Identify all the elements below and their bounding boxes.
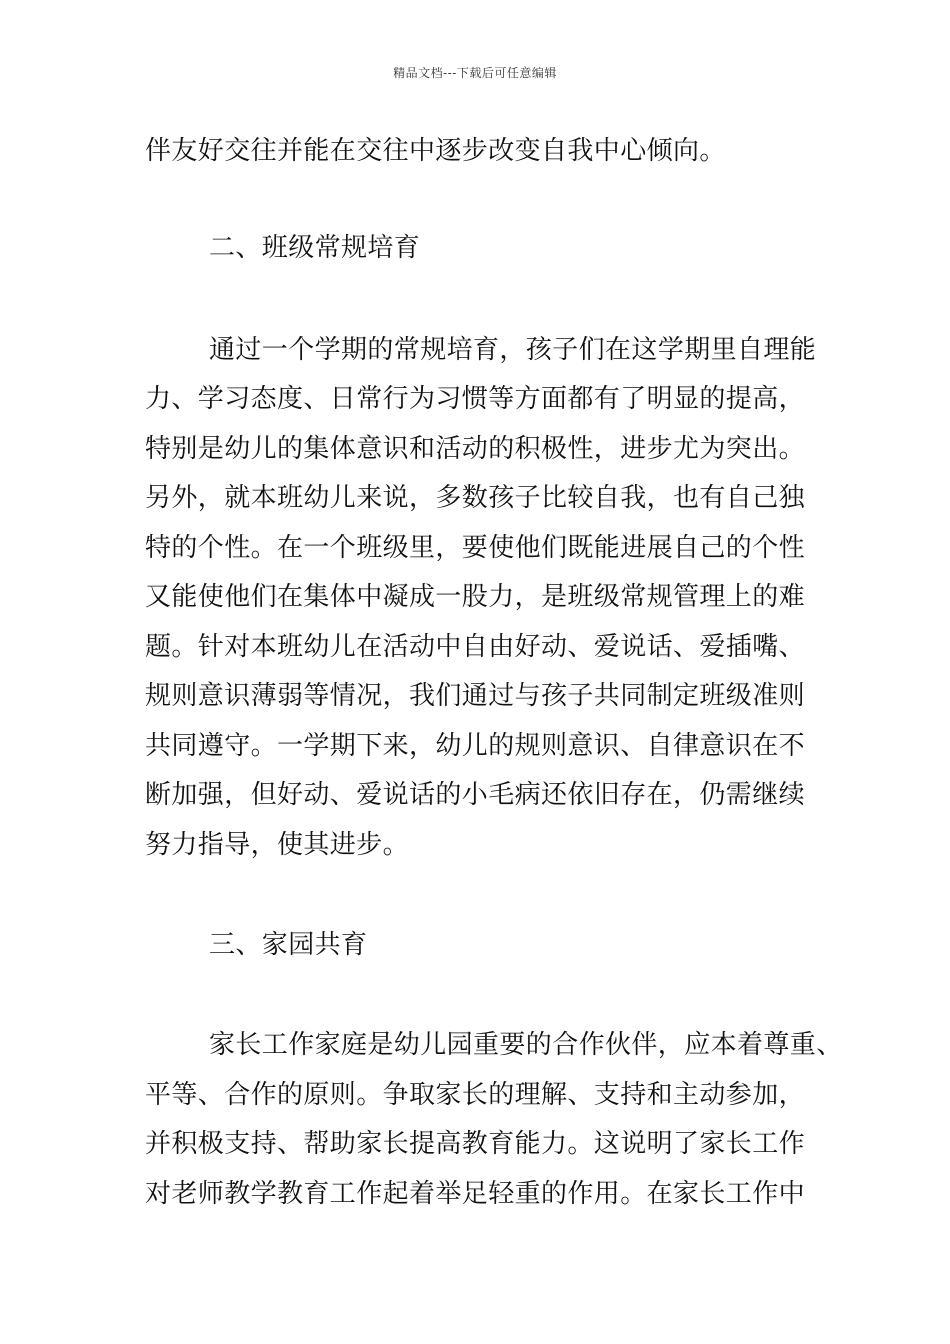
paragraph-line: 并积极支持、帮助家长提高教育能力。这说明了家长工作 [145, 1129, 806, 1159]
paragraph-line: 题。针对本班幼儿在活动中自由好动、爱说话、爱插嘴、 [145, 632, 806, 662]
paragraph-line: 另外，就本班幼儿来说，多数孩子比较自我，也有自己独 [145, 483, 806, 513]
paragraph-line: 力、学习态度、日常行为习惯等方面都有了明显的提高， [145, 384, 806, 414]
paragraph-line: 伴友好交往并能在交往中逐步改变自我中心倾向。 [145, 136, 726, 166]
paragraph-line: 特的个性。在一个班级里，要使他们既能进展自己的个性 [145, 533, 806, 563]
section-heading: 三、家园共育 [209, 930, 368, 960]
paragraph-line: 通过一个学期的常规培育，孩子们在这学期里自理能 [209, 335, 817, 365]
paragraph-line: 对老师教学教育工作起着举足轻重的作用。在家长工作中 [145, 1179, 806, 1209]
page-header: 精品文档---下载后可任意编辑 [393, 66, 557, 80]
paragraph-line: 平等、合作的原则。争取家长的理解、支持和主动参加， [145, 1080, 806, 1110]
paragraph-line: 断加强，但好动、爱说话的小毛病还依旧存在，仍需继续 [145, 780, 806, 810]
section-heading: 二、班级常规培育 [209, 233, 421, 263]
paragraph-line: 又能使他们在集体中凝成一股力，是班级常规管理上的难 [145, 582, 806, 612]
paragraph-line: 共同遵守。一学期下来，幼儿的规则意识、自律意识在不 [145, 731, 806, 761]
paragraph-line: 规则意识薄弱等情况，我们通过与孩子共同制定班级准则 [145, 681, 806, 711]
paragraph-line: 特别是幼儿的集体意识和活动的积极性，进步尤为突出。 [145, 434, 806, 464]
paragraph-line: 努力指导，使其进步。 [145, 830, 410, 860]
paragraph-line: 家长工作家庭是幼儿园重要的合作伙伴，应本着尊重、 [209, 1030, 843, 1060]
